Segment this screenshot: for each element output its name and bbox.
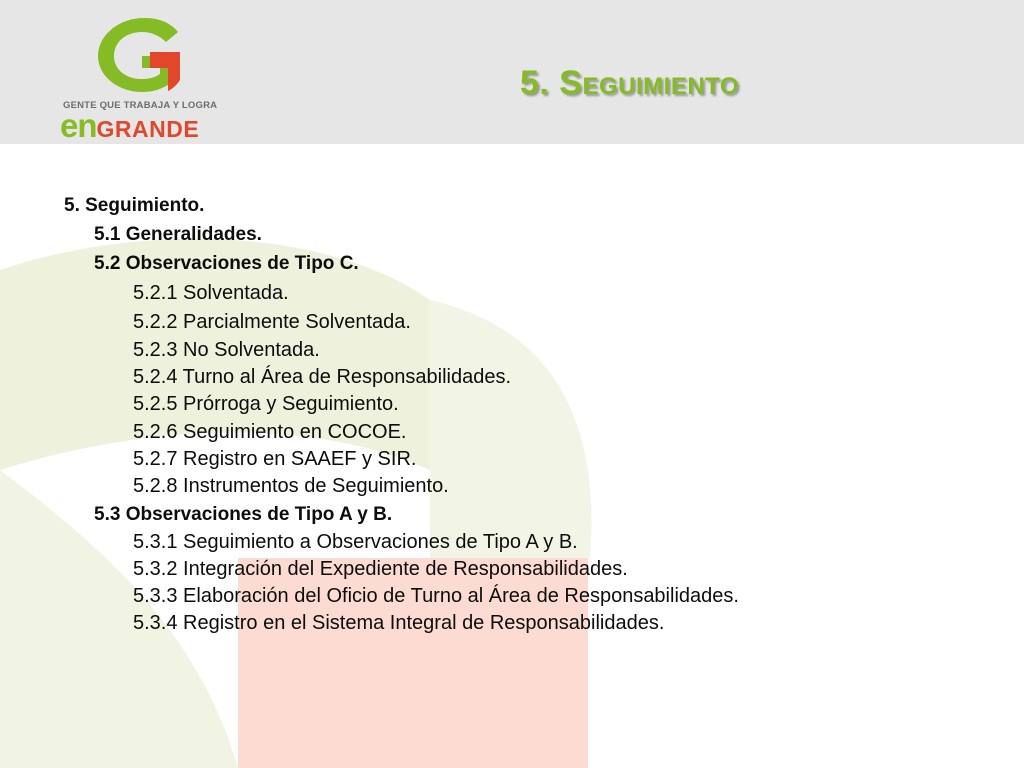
outline-item-level-1: 5. Seguimiento.	[64, 195, 205, 216]
outline-item-level-3: 5.2.5 Prórroga y Seguimiento.	[133, 393, 399, 415]
outline-item-level-3: 5.2.3 No Solventada.	[133, 339, 320, 361]
outline-item-level-3: 5.3.2 Integración del Expediente de Responsabilidades.	[133, 558, 628, 580]
outline-item-level-3: 5.2.1 Solventada.	[133, 282, 289, 304]
logo-brand-prefix: en	[60, 107, 97, 144]
logo-tagline: GENTE QUE TRABAJA Y LOGRA	[63, 100, 218, 111]
outline-item-level-3: 5.2.7 Registro en SAAEF y SIR.	[133, 448, 417, 470]
outline-item-level-3: 5.2.6 Seguimiento en COCOE.	[133, 421, 407, 443]
outline-item-level-3: 5.2.8 Instrumentos de Seguimiento.	[133, 475, 449, 497]
outline-item-level-3: 5.3.3 Elaboración del Oficio de Turno al Área de Responsabilidades.	[133, 585, 739, 607]
outline-item-level-2: 5.3 Observaciones de Tipo A y B.	[94, 504, 393, 525]
outline-item-level-2: 5.2 Observaciones de Tipo C.	[94, 253, 359, 274]
slide-title: 5. Seguimiento	[520, 64, 740, 102]
outline-item-level-2: 5.1 Generalidades.	[94, 224, 262, 245]
outline-item-level-3: 5.3.4 Registro en el Sistema Integral de Responsabilidades.	[133, 612, 665, 634]
outline-item-level-3: 5.2.4 Turno al Área de Responsabilidades.	[133, 366, 512, 388]
outline-item-level-3: 5.2.2 Parcialmente Solventada.	[133, 311, 411, 333]
outline-item-level-3: 5.3.1 Seguimiento a Observaciones de Tipo A y B.	[133, 531, 578, 553]
logo-brand-suffix: GRANDE	[96, 116, 200, 142]
